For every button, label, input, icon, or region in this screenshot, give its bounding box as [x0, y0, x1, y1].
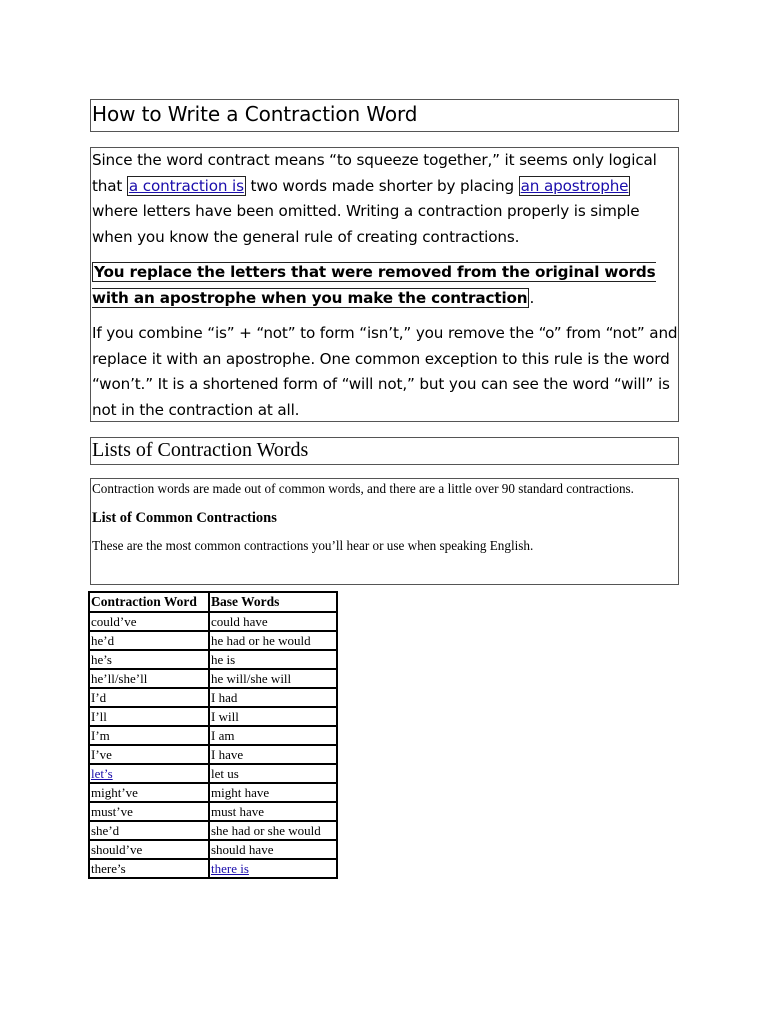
- contraction-cell: he’d: [89, 631, 209, 650]
- contraction-cell: [89, 764, 209, 783]
- contraction-cell: I’m: [89, 726, 209, 745]
- rule-period: .: [529, 288, 535, 307]
- base-words-cell: he had or he would: [209, 631, 337, 650]
- contraction-cell: might’ve: [89, 783, 209, 802]
- base-words-cell: must have: [209, 802, 337, 821]
- intro-text-part-3: where letters have been omitted. Writing a contraction properly is simple when you know the general rule of creating contractions.: [92, 202, 640, 246]
- base-words-cell: she had or she would: [209, 821, 337, 840]
- header-contraction-word: Contraction Word: [89, 592, 209, 612]
- table-row: [89, 840, 337, 859]
- base-words-cell: let us: [209, 764, 337, 783]
- rule-text: You replace the letters that were removed from the original words with an apostrophe when you make the contraction: [92, 263, 656, 307]
- list-intro-text: Contraction words are made out of common words, and there are a little over 90 standard contractions.: [92, 481, 634, 496]
- title-box: [90, 99, 679, 132]
- contraction-cell: I’ll: [89, 707, 209, 726]
- table-row: [89, 859, 337, 878]
- table-row: [89, 612, 337, 631]
- table-row: [89, 650, 337, 669]
- page-title: How to Write a Contraction Word: [92, 102, 418, 126]
- section-title: Lists of Contraction Words: [92, 439, 309, 461]
- contraction-cell: she’d: [89, 821, 209, 840]
- table-row: [89, 631, 337, 650]
- contractions-table: [88, 591, 338, 879]
- contraction-link[interactable]: a contraction is: [128, 176, 244, 195]
- table-row: [89, 726, 337, 745]
- header-base-words: Base Words: [209, 592, 337, 612]
- base-words-cell: he will/she will: [209, 669, 337, 688]
- table-row: [89, 821, 337, 840]
- contraction-cell: should’ve: [89, 840, 209, 859]
- there-is-link[interactable]: there is: [211, 861, 249, 876]
- section-title-box: [90, 437, 679, 465]
- lets-link[interactable]: let’s: [91, 766, 113, 781]
- contraction-cell: I’ve: [89, 745, 209, 764]
- table-row: [89, 745, 337, 764]
- table-header-row: [89, 592, 337, 612]
- intro-paragraph: [91, 148, 678, 250]
- base-words-cell: I am: [209, 726, 337, 745]
- list-note: These are the most common contractions you’ll hear or use when speaking English.: [92, 538, 534, 553]
- table-row: [89, 707, 337, 726]
- base-words-cell: I had: [209, 688, 337, 707]
- contraction-cell: he’ll/she’ll: [89, 669, 209, 688]
- base-words-cell: I will: [209, 707, 337, 726]
- intro-text-part-1: Since the word contract means “to squeeze together,” it seems only logical that: [92, 151, 657, 195]
- table-row: [89, 783, 337, 802]
- contraction-cell: I’d: [89, 688, 209, 707]
- contraction-cell: he’s: [89, 650, 209, 669]
- list-heading: List of Common Contractions: [92, 510, 277, 526]
- rule-paragraph: [91, 260, 678, 311]
- base-words-cell: should have: [209, 840, 337, 859]
- base-words-cell: could have: [209, 612, 337, 631]
- base-words-cell: might have: [209, 783, 337, 802]
- base-words-cell: I have: [209, 745, 337, 764]
- intro-text-part-2: two words made shorter by placing: [245, 176, 519, 195]
- intro-section: [90, 147, 679, 422]
- base-words-cell: he is: [209, 650, 337, 669]
- table-row: [89, 764, 337, 783]
- base-words-cell: [209, 859, 337, 878]
- table-row: [89, 688, 337, 707]
- contraction-cell: there’s: [89, 859, 209, 878]
- contraction-cell: could’ve: [89, 612, 209, 631]
- contraction-cell: must’ve: [89, 802, 209, 821]
- exception-paragraph: If you combine “is” + “not” to form “isn’t,” you remove the “o” from “not” and replace it with an apostrophe. One common exception to this rule is the word “won’t.” It is a shortened form of “will not,” but you can see the word “will” is not in the contraction at all.: [92, 324, 678, 419]
- table-row: [89, 669, 337, 688]
- list-intro-section: [90, 478, 679, 585]
- table-row: [89, 802, 337, 821]
- apostrophe-link[interactable]: an apostrophe: [520, 176, 629, 195]
